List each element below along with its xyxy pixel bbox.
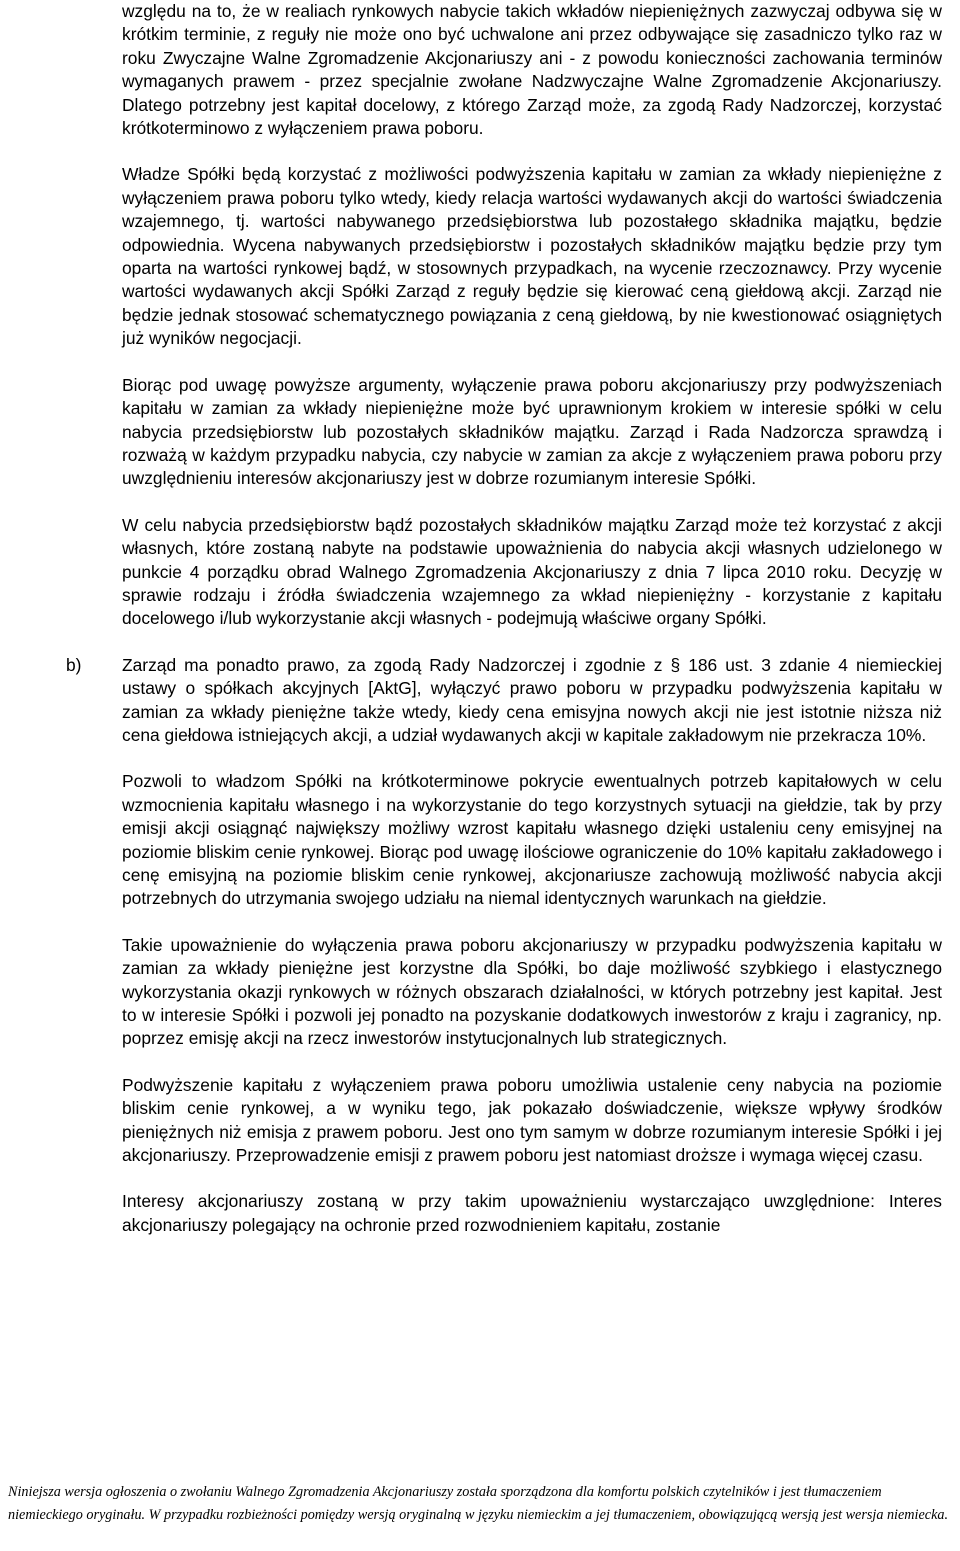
paragraph-1: względu na to, że w realiach rynkowych nabycie takich wkładów niepieniężnych zazwyczaj odbywa się w krótkim terminie, z reguły nie może ono być uchwalone ani przez odbywające się zasadniczo tylko raz w roku Zwyczajne Walne Zgromadzenie Akcjonariuszy ani - z powodu konieczności zachowania terminów wymaganych prawem - przez specjalnie zwołane Nadzwyczajne Walne Zgromadzenie Akcjonariuszy. Dlatego potrzebny jest kapitał docelowy, z którego Zarząd może, za zgodą Rady Nadzorczej, korzystać krótkoterminowo z wyłączeniem prawa poboru.: [122, 1, 942, 139]
footer-note: [8, 1481, 952, 1527]
paragraph-6: Pozwoli to władzom Spółki na krótkoterminowe pokrycie ewentualnych potrzeb kapitałowych w celu wzmocnienia kapitału własnego i na wykorzystanie do tego korzystnych sytuacji na giełdzie, tak by przy emisji akcji osiągnąć największy możliwy wzrost kapitału własnego dzięki ustaleniu ceny emisyjnej na poziomie bliskim cenie rynkowej. Biorąc pod uwagę ilościowe ograniczenie do 10% kapitału zakładowego i cenę emisyjną na poziomie bliskim cenie rynkowej, akcjonariusze zachowują możliwość nabycia akcji potrzebnych do utrzymania swojego udziału na niemal identycznych warunkach na giełdzie.: [122, 771, 942, 909]
paragraph-4: W celu nabycia przedsiębiorstw bądź pozostałych składników majątku Zarząd może też korzystać z akcji własnych, które zostaną nabyte na podstawie upoważnienia do nabycia akcji własnych udzielonego w punkcie 4 porządku obrad Walnego Zgromadzenia Akcjonariuszy z dnia 7 lipca 2010 roku. Decyzję w sprawie rodzaju i źródła świadczenia wzajemnego za wkład niepieniężny - korzystanie z kapitału docelowego i/lub wykorzystanie akcji własnych - podejmują właściwe organy Spółki.: [122, 514, 942, 629]
paragraph-8: Podwyższenie kapitału z wyłączeniem prawa poboru umożliwia ustalenie ceny nabycia na poziomie bliskim cenie rynkowej, a w wyniku tego, jak pokazało doświadczenie, większe wpływy środków pieniężnych niż emisja z prawem poboru. Jest ono tym samym w dobrze rozumianym interesie Spółki i jej akcjonariuszy. Przeprowadzenie emisji z prawem poboru jest natomiast droższe i wymaga więcej czasu.: [122, 1074, 942, 1166]
paragraph-3: Biorąc pod uwagę powyższe argumenty, wyłączenie prawa poboru akcjonariuszy przy podwyższeniach kapitału w zamian za wkłady niepieniężne może być uprawnionym krokiem w interesie spółki w celu nabycia przedsiębiorstw lub pozostałych składników majątku. Zarząd i Rada Nadzorcza sprawdzą i rozważą w każdym przypadku nabycia, czy nabycie w zamian za akcje z wyłączeniem prawa poboru przy uwzględnieniu interesów akcjonariuszy jest w dobrze rozumianym interesie Spółki.: [122, 374, 942, 489]
document-body: [122, 0, 942, 1237]
paragraph-5: Zarząd ma ponadto prawo, za zgodą Rady Nadzorczej i zgodnie z § 186 ust. 3 zdanie 4 niemieckiej ustawy o spółkach akcyjnych [AktG], wyłączyć prawo poboru w przypadku podwyższenia kapitału w zamian za wkłady pieniężne także wtedy, kiedy cena emisyjna nowych akcji nie jest istotnie niższa niż cena giełdowa istniejących akcji, a udział wydawanych akcji w kapitale zakładowym nie przekracza 10%.: [122, 654, 942, 745]
paragraph-9: Interesy akcjonariuszy zostaną w przy takim upoważnieniu wystarczająco uwzględnione: Interes akcjonariuszy polegający na ochronie przed rozwodnieniem kapitału, zostanie: [122, 1191, 942, 1235]
list-marker-b: b): [66, 654, 82, 675]
footer-text: Niniejsza wersja ogłoszenia o zwołaniu Walnego Zgromadzenia Akcjonariuszy została sporządzona dla komfortu polskich czytelników i jest tłumaczeniem niemieckiego oryginału. W przypadku rozbieżności pomiędzy wersją oryginalną w języku niemieckim a jej tłumaczeniem, obowiązującą wersją jest wersja niemiecka.: [8, 1484, 949, 1523]
paragraph-7: Takie upoważnienie do wyłączenia prawa poboru akcjonariuszy w przypadku podwyższenia kapitału w zamian za wkłady pieniężne jest korzystne dla Spółki, bo daje możliwość szybkiego i elastycznego wykorzystania okazji rynkowych w różnych obszarach działalności, w których potrzebny jest kapitał. Jest to w interesie Spółki i pozwoli jej ponadto na pozyskanie dodatkowych inwestorów z kraju i zagranicy, np. poprzez emisję akcji na rzecz inwestorów instytucjonalnych lub strategicznych.: [122, 934, 942, 1049]
paragraph-2: Władze Spółki będą korzystać z możliwości podwyższenia kapitału w zamian za wkłady niepieniężne z wyłączeniem prawa poboru tylko wtedy, kiedy relacja wartości wydawanych akcji do wartości świadczenia wzajemnego, tj. wartości nabywanego przedsiębiorstwa lub pozostałego składnika majątku, będzie odpowiednia. Wycena nabywanych przedsiębiorstw i pozostałych składników majątku będzie przy tym oparta na wartości rynkowej bądź, w stosownych przypadkach, na wycenie rzeczoznawcy. Przy wycenie wartości wydawanych akcji Spółki Zarząd z reguły będzie się kierować ceną giełdową akcji. Zarząd nie będzie jednak stosować schematycznego powiązania z ceną giełdową, by nie kwestionować osiągniętych już wyników negocjacji.: [122, 164, 942, 349]
